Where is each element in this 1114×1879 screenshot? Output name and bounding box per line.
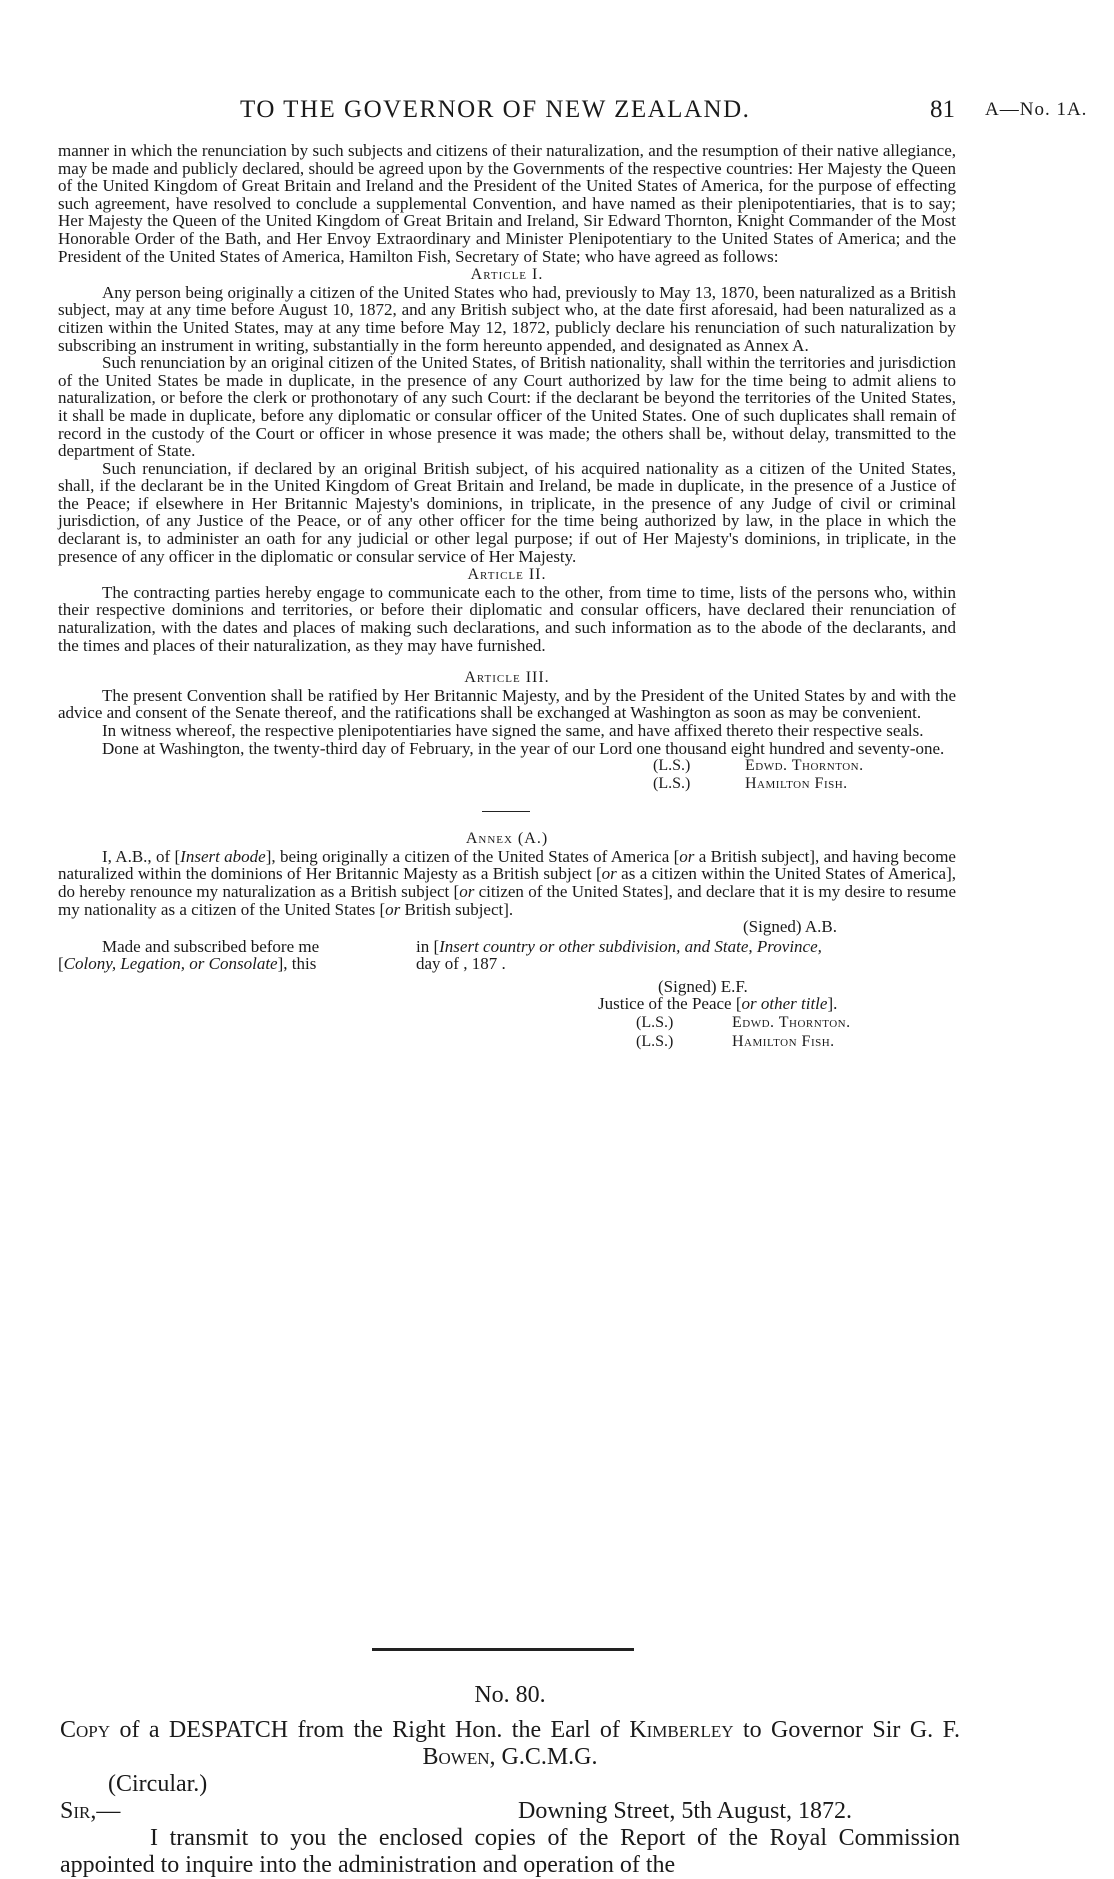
annex-heading: Annex (A.) xyxy=(465,830,549,848)
signature-line-1 xyxy=(653,757,956,775)
annex-signature-block: (L.S.) Edwd. Thornton. (L.S.) Hamilton Fish. xyxy=(636,1013,851,1050)
running-title: TO THE GOVERNOR OF NEW ZEALAND. xyxy=(240,96,751,123)
signature-block xyxy=(653,757,956,793)
page-header xyxy=(0,96,1114,130)
salutation-line xyxy=(60,1798,960,1825)
seal-mark: (L.S.) xyxy=(653,757,691,775)
intro-paragraph: manner in which the renunciation by such subjects and citizens of their naturalization, and the resumption of their native allegiance, may be made and publicly declared, should be agreed upon by the Governments of the respective countries: Her Majesty the Queen of the United Kingdom of Great Britain and Ireland and the President of the United States of America, for the purpose of effecting such agreement, have resolved to conclude a supplemental Convention, and have named as their plenipotentiaries, that is to say; Her Majesty the Queen of the United Kingdom of Great Britain and Ireland, Sir Edward Thornton, Knight Commander of the Most Honorable Order of the Bath, and Her Envoy Extraordinary and Minister Plenipotentiary to the United States of America; and the President of the United States of America, Hamilton Fish, Secretary of State; who have agreed as follows: xyxy=(58,141,956,266)
justice-of-peace: Justice of the Peace [or other title]. xyxy=(598,994,838,1014)
signed-ef: (Signed) E.F. xyxy=(658,976,748,996)
despatch-title: Copy of a DESPATCH from the Right Hon. the Earl of Kimberley to Governor Sir G. F. Bowen, G.C.M.G. xyxy=(60,1717,960,1770)
article-1-paragraph-2: Such renunciation by an original citizen of the United States, of British nationality, shall within the territories and jurisdiction of the United States be made in duplicate, in the presence of any Court authorized by law for the time being to admit aliens to naturalization, or before the clerk or prothonotary of any such Court: if the declarant be beyond the territories of the United States, it shall be made in duplicate, before any diplomatic or consular officer of the United States. One of such duplicates shall remain of record in the custody of the Court or officer in whose presence it was made; the others shall be, without delay, transmitted to the department of State. xyxy=(58,353,956,461)
despatch-body: I transmit to you the enclosed copies of the Report of the Royal Commission appointed to inquire into the administration and operation of the xyxy=(60,1825,960,1878)
section-divider xyxy=(482,811,530,812)
despatch-section xyxy=(60,1682,960,1879)
document-body xyxy=(58,142,956,1051)
insert-country: in [Insert country or other subdivision, and State, Province, day of , 187 . xyxy=(416,936,822,974)
article-2-heading: Article II. xyxy=(467,566,547,584)
salutation: Sir,— xyxy=(60,1798,121,1824)
page-number: 81 xyxy=(930,96,955,123)
article-1-paragraph-1: Any person being originally a citizen of the United States who had, previously to May 13, 1870, been naturalized as a British subject, may at any time before August 10, 1872, and any British subject who, at the date first aforesaid, had been naturalized as a citizen within the United States, may at any time before May 12, 1872, publicly declare his renunciation of such naturalization by subscribing an instrument in writing, substantially in the form hereunto appended, and designated as Annex A. xyxy=(58,282,956,355)
annex-paragraph: I, A.B., of [Insert abode], being originally a citizen of the United States of America [or a British subject], and having become naturalized within the dominions of Her Britannic Majesty as a British subject [or as a citizen within the United States of America], do hereby renounce my naturalization as a British subject [or citizen of the United States], and declare that it is my desire to resume my nationality as a citizen of the United States [or British subject]. xyxy=(58,846,956,919)
despatch-number: No. 80. xyxy=(474,1682,546,1708)
article-1-paragraph-3: Such renunciation, if declared by an original British subject, of his acquired nationality as a citizen of the United States, shall, if the declarant be in the United Kingdom of Great Britain and Ireland, be made in duplicate, in the presence of a Justice of the Peace; if elsewhere in Her Britannic Majesty's dominions, in triplicate, in the presence of any Judge of civil or criminal jurisdiction, of any Justice of the Peace, or of any other officer for the time being authorized by law, in the place in which the declarant is, to administer an oath for any judicial or other legal purpose; if out of Her Majesty's dominions, in triplicate, in the presence of any officer in the diplomatic or consular service of Her Majesty. xyxy=(58,458,956,566)
signed-ab: (Signed) A.B. xyxy=(743,917,837,937)
seal-mark: (L.S.) xyxy=(653,775,691,793)
article-3-paragraph-2: In witness whereof, the respective plenipotentiaries have signed the same, and have affixed thereto their respective seals. xyxy=(102,721,924,740)
article-3-paragraph-1: The present Convention shall be ratified by Her Britannic Majesty, and by the President of the United States by and with the advice and consent of the Senate thereof, and the ratifications shall be exchanged at Washington as soon as may be convenient. xyxy=(58,685,956,723)
signatory-name: Hamilton Fish. xyxy=(745,775,848,793)
article-3-paragraph-3: Done at Washington, the twenty-third day of February, in the year of our Lord one thousand eight hundred and seventy-one. xyxy=(102,738,945,758)
made-subscribed: Made and subscribed before me [Colony, Legation, or Consolate], this xyxy=(58,936,320,974)
despatch-divider xyxy=(372,1648,634,1651)
article-1-heading: Article I. xyxy=(470,266,544,284)
despatch-date: Downing Street, 5th August, 1872. xyxy=(518,1798,852,1824)
signatory-name: Edwd. Thornton. xyxy=(745,757,864,775)
article-2-paragraph-1: The contracting parties hereby engage to communicate each to the other, from time to time, lists of the persons who, within their respective dominions and territories, or before their diplomatic and consular officers, have declared their renunciation of naturalization, with the dates and places of making such declarations, and such information as to the abode of the declarants, and the times and places of their naturalization, as they may have furnished. xyxy=(58,582,956,655)
article-3-heading: Article III. xyxy=(464,669,550,687)
subscription-block xyxy=(58,938,956,978)
circular-label: (Circular.) xyxy=(108,1771,208,1797)
paper-reference: A—No. 1A. xyxy=(985,99,1088,120)
signature-line-2 xyxy=(653,775,956,793)
